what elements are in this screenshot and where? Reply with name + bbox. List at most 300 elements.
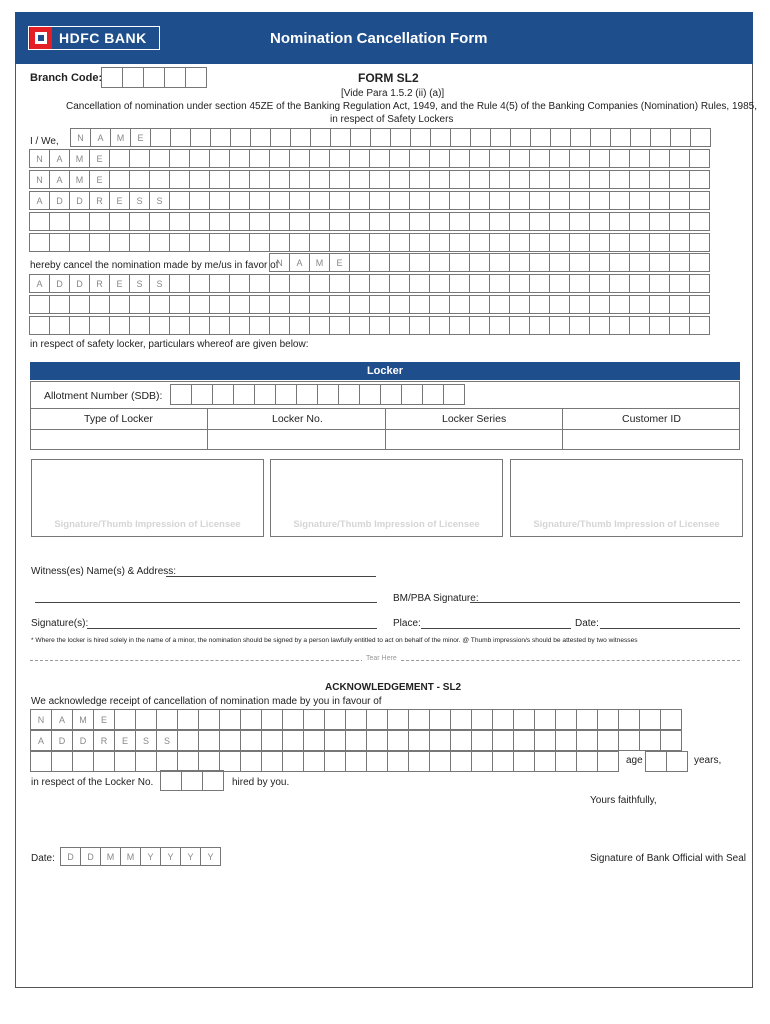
char-box-hint[interactable]: D	[69, 191, 90, 210]
char-box[interactable]	[649, 295, 670, 314]
char-box[interactable]	[229, 191, 250, 210]
char-box[interactable]	[30, 751, 52, 772]
char-box[interactable]	[549, 295, 570, 314]
char-box[interactable]	[209, 316, 230, 335]
char-box[interactable]	[366, 709, 388, 730]
char-box[interactable]	[569, 191, 590, 210]
char-box[interactable]	[101, 67, 123, 88]
char-box[interactable]	[249, 274, 270, 293]
char-box[interactable]	[329, 191, 350, 210]
ack-address-row-1[interactable]	[30, 730, 681, 751]
char-box[interactable]	[409, 253, 430, 272]
char-box[interactable]	[534, 730, 556, 751]
char-box[interactable]	[629, 316, 650, 335]
char-box[interactable]	[387, 709, 409, 730]
char-box[interactable]	[369, 233, 390, 252]
char-box[interactable]	[549, 233, 570, 252]
char-box[interactable]	[229, 149, 250, 168]
char-box[interactable]	[261, 730, 283, 751]
char-box[interactable]	[389, 191, 410, 210]
char-box[interactable]	[282, 709, 304, 730]
char-box[interactable]	[289, 233, 310, 252]
char-box[interactable]	[229, 212, 250, 231]
char-box[interactable]	[349, 212, 370, 231]
char-box[interactable]	[550, 128, 571, 147]
char-box-hint[interactable]: D	[72, 730, 94, 751]
char-box[interactable]	[429, 730, 451, 751]
char-box[interactable]	[369, 295, 390, 314]
char-box[interactable]	[160, 770, 182, 791]
char-box[interactable]	[555, 751, 577, 772]
char-box[interactable]	[489, 170, 510, 189]
char-box[interactable]	[309, 274, 330, 293]
char-box[interactable]	[289, 149, 310, 168]
char-box[interactable]	[189, 295, 210, 314]
char-box-hint[interactable]: A	[90, 128, 111, 147]
char-box[interactable]	[309, 170, 330, 189]
char-box[interactable]	[690, 128, 711, 147]
char-box[interactable]	[240, 751, 262, 772]
char-box[interactable]	[389, 316, 410, 335]
char-box-hint[interactable]: N	[269, 253, 290, 272]
char-box[interactable]	[369, 316, 390, 335]
char-box-hint[interactable]: E	[109, 191, 130, 210]
char-box[interactable]	[181, 770, 203, 791]
char-box[interactable]	[289, 191, 310, 210]
char-box[interactable]	[191, 384, 213, 405]
char-box[interactable]	[229, 295, 250, 314]
char-box[interactable]	[230, 128, 251, 147]
char-box[interactable]	[156, 751, 178, 772]
char-box[interactable]	[471, 751, 493, 772]
char-box[interactable]	[369, 149, 390, 168]
age-boxes[interactable]	[645, 751, 687, 772]
char-box[interactable]	[492, 751, 514, 772]
char-box[interactable]	[109, 212, 130, 231]
char-box[interactable]	[212, 384, 234, 405]
char-box[interactable]	[471, 730, 493, 751]
char-box[interactable]	[629, 191, 650, 210]
char-box[interactable]	[189, 212, 210, 231]
char-box[interactable]	[275, 384, 297, 405]
char-box-hint[interactable]: N	[30, 709, 52, 730]
char-box[interactable]	[169, 191, 190, 210]
char-box[interactable]	[609, 170, 630, 189]
char-box[interactable]	[359, 384, 381, 405]
char-box[interactable]	[449, 233, 470, 252]
char-box[interactable]	[349, 149, 370, 168]
char-box-hint[interactable]: Y	[180, 847, 201, 866]
char-box-hint[interactable]: D	[69, 274, 90, 293]
char-box[interactable]	[329, 233, 350, 252]
char-box[interactable]	[229, 233, 250, 252]
char-box[interactable]	[529, 295, 550, 314]
char-box[interactable]	[109, 295, 130, 314]
char-box-hint[interactable]: N	[29, 170, 50, 189]
char-box[interactable]	[529, 170, 550, 189]
char-box[interactable]	[389, 274, 410, 293]
char-box[interactable]	[349, 316, 370, 335]
char-box[interactable]	[164, 67, 186, 88]
char-box[interactable]	[254, 384, 276, 405]
char-box[interactable]	[114, 709, 136, 730]
char-box[interactable]	[549, 274, 570, 293]
char-box[interactable]	[509, 316, 530, 335]
char-box[interactable]	[509, 170, 530, 189]
char-box[interactable]	[609, 233, 630, 252]
char-box[interactable]	[387, 730, 409, 751]
char-box[interactable]	[549, 149, 570, 168]
char-box[interactable]	[649, 191, 670, 210]
char-box[interactable]	[185, 67, 207, 88]
char-box[interactable]	[489, 253, 510, 272]
char-box[interactable]	[569, 233, 590, 252]
char-box[interactable]	[135, 751, 157, 772]
char-box-hint[interactable]: N	[70, 128, 91, 147]
char-box[interactable]	[129, 316, 150, 335]
char-box-hint[interactable]: E	[89, 170, 110, 189]
char-box[interactable]	[189, 316, 210, 335]
char-box[interactable]	[429, 709, 451, 730]
char-box[interactable]	[269, 233, 290, 252]
char-box[interactable]	[549, 170, 570, 189]
char-box[interactable]	[169, 295, 190, 314]
char-box[interactable]	[210, 128, 231, 147]
char-box[interactable]	[449, 212, 470, 231]
char-box[interactable]	[269, 212, 290, 231]
char-box[interactable]	[489, 295, 510, 314]
char-box[interactable]	[409, 274, 430, 293]
char-box[interactable]	[509, 212, 530, 231]
char-box-hint[interactable]: A	[29, 274, 50, 293]
char-box[interactable]	[409, 316, 430, 335]
ack-address-row-2[interactable]	[30, 751, 618, 772]
char-box[interactable]	[324, 730, 346, 751]
char-box[interactable]	[289, 170, 310, 189]
char-box[interactable]	[597, 751, 619, 772]
char-box[interactable]	[169, 170, 190, 189]
char-box[interactable]	[401, 384, 423, 405]
char-box[interactable]	[509, 191, 530, 210]
char-box[interactable]	[570, 128, 591, 147]
char-box-hint[interactable]: M	[110, 128, 131, 147]
char-box[interactable]	[249, 191, 270, 210]
char-box[interactable]	[290, 128, 311, 147]
char-box[interactable]	[49, 316, 70, 335]
char-box[interactable]	[589, 149, 610, 168]
char-box[interactable]	[219, 751, 241, 772]
char-box-hint[interactable]: E	[130, 128, 151, 147]
char-box[interactable]	[629, 149, 650, 168]
char-box-hint[interactable]: E	[89, 149, 110, 168]
char-box[interactable]	[209, 170, 230, 189]
char-box-hint[interactable]: Y	[140, 847, 161, 866]
char-box[interactable]	[310, 128, 331, 147]
char-box[interactable]	[270, 128, 291, 147]
char-box[interactable]	[408, 751, 430, 772]
char-box[interactable]	[269, 274, 290, 293]
char-box[interactable]	[576, 730, 598, 751]
char-box-hint[interactable]: A	[29, 191, 50, 210]
signatures-line[interactable]	[87, 628, 377, 629]
char-box[interactable]	[345, 709, 367, 730]
char-box-hint[interactable]: R	[93, 730, 115, 751]
char-box[interactable]	[149, 149, 170, 168]
char-box[interactable]	[669, 295, 690, 314]
applicant-name-row-3[interactable]	[29, 170, 709, 189]
char-box[interactable]	[618, 709, 640, 730]
char-box[interactable]	[509, 253, 530, 272]
nominee-address-row-2[interactable]	[29, 295, 709, 314]
char-box[interactable]	[429, 274, 450, 293]
ack-name-row[interactable]	[30, 709, 681, 730]
char-box[interactable]	[29, 316, 50, 335]
char-box[interactable]	[219, 730, 241, 751]
char-box[interactable]	[589, 191, 610, 210]
char-box[interactable]	[510, 128, 531, 147]
char-box[interactable]	[296, 384, 318, 405]
char-box[interactable]	[509, 274, 530, 293]
char-box[interactable]	[249, 295, 270, 314]
char-box[interactable]	[469, 212, 490, 231]
char-box[interactable]	[209, 212, 230, 231]
char-box[interactable]	[129, 170, 150, 189]
char-box[interactable]	[489, 191, 510, 210]
char-box[interactable]	[610, 128, 631, 147]
char-box[interactable]	[609, 191, 630, 210]
char-box[interactable]	[569, 170, 590, 189]
char-box[interactable]	[689, 316, 710, 335]
char-box[interactable]	[198, 730, 220, 751]
char-box[interactable]	[509, 149, 530, 168]
char-box[interactable]	[449, 316, 470, 335]
char-box-hint[interactable]: R	[89, 274, 110, 293]
char-box[interactable]	[609, 295, 630, 314]
char-box[interactable]	[150, 128, 171, 147]
branch-code-boxes[interactable]	[101, 67, 206, 88]
char-box[interactable]	[689, 191, 710, 210]
char-box[interactable]	[430, 128, 451, 147]
char-box-hint[interactable]: Y	[160, 847, 181, 866]
char-box[interactable]	[198, 709, 220, 730]
char-box[interactable]	[324, 751, 346, 772]
char-box[interactable]	[509, 233, 530, 252]
witness-line-2[interactable]	[35, 602, 377, 603]
char-box[interactable]	[169, 149, 190, 168]
char-box[interactable]	[576, 709, 598, 730]
char-box[interactable]	[169, 316, 190, 335]
char-box[interactable]	[666, 751, 688, 772]
char-box[interactable]	[177, 751, 199, 772]
char-box[interactable]	[689, 170, 710, 189]
char-box[interactable]	[489, 212, 510, 231]
char-box[interactable]	[576, 751, 598, 772]
char-box[interactable]	[309, 233, 330, 252]
char-box[interactable]	[29, 233, 50, 252]
char-box[interactable]	[229, 316, 250, 335]
char-box[interactable]	[190, 128, 211, 147]
char-box[interactable]	[209, 295, 230, 314]
char-box[interactable]	[650, 128, 671, 147]
char-box-hint[interactable]: D	[51, 730, 73, 751]
char-box[interactable]	[609, 149, 630, 168]
char-box[interactable]	[649, 316, 670, 335]
char-box[interactable]	[555, 709, 577, 730]
char-box[interactable]	[89, 212, 110, 231]
char-box[interactable]	[369, 191, 390, 210]
char-box[interactable]	[555, 730, 577, 751]
char-box[interactable]	[513, 709, 535, 730]
char-box[interactable]	[513, 730, 535, 751]
char-box[interactable]	[366, 730, 388, 751]
char-box[interactable]	[189, 149, 210, 168]
char-box[interactable]	[489, 316, 510, 335]
char-box[interactable]	[609, 212, 630, 231]
char-box[interactable]	[149, 316, 170, 335]
char-box[interactable]	[282, 730, 304, 751]
char-box[interactable]	[289, 274, 310, 293]
char-box[interactable]	[389, 233, 410, 252]
char-box[interactable]	[669, 274, 690, 293]
char-box[interactable]	[309, 191, 330, 210]
applicant-name-row-1[interactable]	[70, 128, 710, 147]
char-box[interactable]	[149, 212, 170, 231]
ack-locker-no-boxes[interactable]	[160, 770, 223, 791]
char-box[interactable]	[129, 212, 150, 231]
char-box[interactable]	[409, 170, 430, 189]
char-box[interactable]	[529, 212, 550, 231]
char-box[interactable]	[349, 170, 370, 189]
char-box-hint[interactable]: N	[29, 149, 50, 168]
char-box[interactable]	[449, 253, 470, 272]
char-box[interactable]	[490, 128, 511, 147]
char-box[interactable]	[649, 274, 670, 293]
char-box[interactable]	[689, 253, 710, 272]
char-box[interactable]	[669, 212, 690, 231]
char-box[interactable]	[122, 67, 144, 88]
char-box[interactable]	[409, 233, 430, 252]
char-box[interactable]	[114, 751, 136, 772]
char-box[interactable]	[689, 233, 710, 252]
char-box[interactable]	[109, 233, 130, 252]
char-box[interactable]	[249, 212, 270, 231]
char-box[interactable]	[229, 274, 250, 293]
char-box[interactable]	[669, 233, 690, 252]
char-box[interactable]	[629, 253, 650, 272]
char-box[interactable]	[569, 295, 590, 314]
char-box[interactable]	[29, 295, 50, 314]
char-box[interactable]	[589, 170, 610, 189]
bm-signature-line[interactable]	[470, 602, 740, 603]
char-box[interactable]	[209, 274, 230, 293]
char-box-hint[interactable]: R	[89, 191, 110, 210]
char-box[interactable]	[329, 274, 350, 293]
char-box[interactable]	[330, 128, 351, 147]
char-box[interactable]	[449, 274, 470, 293]
char-box[interactable]	[389, 253, 410, 272]
customer-id-field[interactable]	[562, 429, 740, 450]
char-box[interactable]	[269, 191, 290, 210]
char-box[interactable]	[660, 709, 682, 730]
char-box[interactable]	[409, 149, 430, 168]
char-box[interactable]	[669, 170, 690, 189]
char-box[interactable]	[408, 709, 430, 730]
char-box[interactable]	[589, 212, 610, 231]
char-box-hint[interactable]: S	[156, 730, 178, 751]
char-box-hint[interactable]: M	[69, 149, 90, 168]
char-box-hint[interactable]: E	[329, 253, 350, 272]
char-box[interactable]	[269, 149, 290, 168]
char-box[interactable]	[51, 751, 73, 772]
char-box-hint[interactable]: S	[129, 274, 150, 293]
char-box[interactable]	[549, 316, 570, 335]
char-box[interactable]	[429, 233, 450, 252]
char-box[interactable]	[422, 384, 444, 405]
char-box[interactable]	[202, 770, 224, 791]
char-box[interactable]	[369, 274, 390, 293]
char-box[interactable]	[534, 751, 556, 772]
char-box-hint[interactable]: M	[100, 847, 121, 866]
char-box[interactable]	[409, 212, 430, 231]
ack-date-boxes[interactable]	[60, 847, 220, 866]
char-box[interactable]	[289, 316, 310, 335]
char-box[interactable]	[409, 191, 430, 210]
char-box[interactable]	[198, 751, 220, 772]
char-box[interactable]	[649, 233, 670, 252]
char-box[interactable]	[589, 253, 610, 272]
char-box[interactable]	[69, 212, 90, 231]
char-box[interactable]	[590, 128, 611, 147]
char-box[interactable]	[177, 730, 199, 751]
char-box-hint[interactable]: D	[49, 191, 70, 210]
char-box-hint[interactable]: A	[49, 149, 70, 168]
char-box[interactable]	[309, 316, 330, 335]
char-box[interactable]	[669, 191, 690, 210]
char-box[interactable]	[529, 316, 550, 335]
char-box[interactable]	[89, 295, 110, 314]
char-box[interactable]	[261, 709, 283, 730]
char-box[interactable]	[429, 316, 450, 335]
char-box[interactable]	[389, 212, 410, 231]
char-box[interactable]	[170, 128, 191, 147]
char-box[interactable]	[589, 233, 610, 252]
char-box-hint[interactable]: S	[149, 274, 170, 293]
char-box-hint[interactable]: D	[49, 274, 70, 293]
char-box[interactable]	[93, 751, 115, 772]
char-box[interactable]	[639, 709, 661, 730]
char-box-hint[interactable]: E	[109, 274, 130, 293]
nominee-address-row-3[interactable]	[29, 316, 709, 335]
char-box[interactable]	[129, 149, 150, 168]
char-box[interactable]	[338, 384, 360, 405]
char-box[interactable]	[282, 751, 304, 772]
locker-no-field[interactable]	[207, 429, 386, 450]
char-box[interactable]	[569, 316, 590, 335]
char-box[interactable]	[380, 384, 402, 405]
char-box[interactable]	[469, 295, 490, 314]
char-box-hint[interactable]: M	[120, 847, 141, 866]
char-box[interactable]	[303, 730, 325, 751]
char-box[interactable]	[249, 170, 270, 189]
char-box[interactable]	[489, 233, 510, 252]
char-box[interactable]	[369, 170, 390, 189]
char-box[interactable]	[470, 128, 491, 147]
char-box-hint[interactable]: A	[30, 730, 52, 751]
char-box[interactable]	[261, 751, 283, 772]
char-box[interactable]	[597, 709, 619, 730]
char-box[interactable]	[329, 170, 350, 189]
char-box[interactable]	[189, 170, 210, 189]
